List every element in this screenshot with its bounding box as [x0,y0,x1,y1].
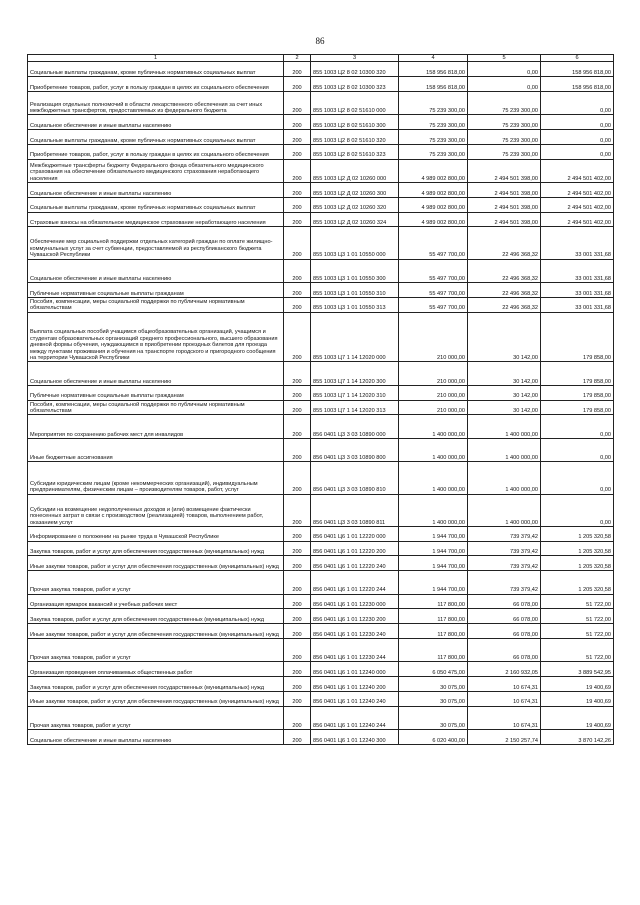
row-classification-code: 856 0401 Ц3 3 03 10890 811 [311,494,399,526]
table-row [28,400,614,415]
row-classification-code: 856 0401 Ц6 1 01 12220 200 [311,541,399,556]
row-executed-amount: 1 400 000,00 [468,415,541,439]
table-body [28,62,614,745]
row-name: Социальные выплаты гражданам, кроме публичных нормативных социальных выплат [28,62,284,77]
row-remaining-amount: 179 858,00 [541,312,614,362]
header-col-4: 4 [399,55,468,62]
row-remaining-amount: 0,00 [541,415,614,439]
row-classification-code: 855 1003 Ц2 Д 02 10260 300 [311,183,399,198]
table-row [28,77,614,92]
row-name: Прочая закупка товаров, работ и услуг [28,571,284,595]
row-line-code: 200 [284,144,311,159]
row-approved-amount: 55 497 700,00 [399,259,468,283]
row-name: Пособия, компенсации, меры социальной поддержки по публичным нормативным обязательствам [28,297,284,312]
row-remaining-amount: 33 001 331,68 [541,283,614,298]
page-number: 86 [315,36,325,46]
table-row [28,312,614,362]
row-approved-amount: 1 944 700,00 [399,571,468,595]
row-approved-amount: 1 400 000,00 [399,415,468,439]
header-col-1: 1 [28,55,284,62]
row-line-code: 200 [284,283,311,298]
row-executed-amount: 66 078,00 [468,638,541,662]
row-line-code: 200 [284,62,311,77]
table-row [28,624,614,639]
row-approved-amount: 75 239 300,00 [399,130,468,145]
row-classification-code: 855 1003 Ц7 1 14 12020 310 [311,385,399,400]
row-line-code: 200 [284,259,311,283]
table-row [28,594,614,609]
row-name: Субсидии на возмещение недополученных доходов и (или) возмещение фактически понесенных затрат в связи с производством (реализацией) товаров, выполнением работ, оказанием услуг [28,494,284,526]
row-executed-amount: 2 494 501 398,00 [468,197,541,212]
row-classification-code: 856 0401 Ц3 3 03 10890 000 [311,415,399,439]
table-row [28,159,614,183]
row-remaining-amount: 3 870 142,26 [541,730,614,745]
row-remaining-amount: 0,00 [541,462,614,494]
row-approved-amount: 1 944 700,00 [399,526,468,541]
row-name: Социальное обеспечение и иные выплаты населению [28,183,284,198]
row-line-code: 200 [284,494,311,526]
row-approved-amount: 75 239 300,00 [399,115,468,130]
row-classification-code: 856 0401 Ц6 1 01 12230 200 [311,609,399,624]
row-line-code: 200 [284,297,311,312]
header-col-5: 5 [468,55,541,62]
row-remaining-amount: 51 722,00 [541,609,614,624]
row-approved-amount: 210 000,00 [399,362,468,386]
row-line-code: 200 [284,730,311,745]
row-approved-amount: 158 956 818,00 [399,62,468,77]
row-approved-amount: 117 800,00 [399,594,468,609]
row-executed-amount: 10 674,31 [468,691,541,706]
row-remaining-amount: 2 494 501 402,00 [541,197,614,212]
row-line-code: 200 [284,594,311,609]
row-line-code: 200 [284,212,311,227]
table-row [28,556,614,571]
row-name: Закупка товаров, работ и услуг для обеспечения государственных (муниципальных) нужд [28,677,284,692]
row-remaining-amount: 51 722,00 [541,624,614,639]
row-remaining-amount: 179 858,00 [541,400,614,415]
row-name: Социальные выплаты гражданам, кроме публичных нормативных социальных выплат [28,130,284,145]
row-name: Приобретение товаров, работ, услуг в пользу граждан в целях их социального обеспечения [28,77,284,92]
row-name: Иные бюджетные ассигнования [28,438,284,462]
table-row [28,362,614,386]
row-approved-amount: 6 050 475,00 [399,662,468,677]
row-executed-amount: 739 379,42 [468,556,541,571]
row-executed-amount: 1 400 000,00 [468,494,541,526]
row-classification-code: 855 1003 Ц3 1 01 10550 300 [311,259,399,283]
table-row [28,385,614,400]
row-remaining-amount: 0,00 [541,130,614,145]
row-line-code: 200 [284,691,311,706]
row-line-code: 200 [284,526,311,541]
row-executed-amount: 1 400 000,00 [468,462,541,494]
row-line-code: 200 [284,159,311,183]
row-classification-code: 855 1003 Ц2 8 02 10300 320 [311,62,399,77]
table-row [28,115,614,130]
row-approved-amount: 1 400 000,00 [399,462,468,494]
table-row [28,62,614,77]
row-executed-amount: 75 239 300,00 [468,91,541,115]
row-classification-code: 856 0401 Ц6 1 01 12220 240 [311,556,399,571]
row-executed-amount: 30 142,00 [468,385,541,400]
row-classification-code: 855 1003 Ц2 Д 02 10260 324 [311,212,399,227]
row-classification-code: 856 0401 Ц6 1 01 12240 300 [311,730,399,745]
row-name: Прочая закупка товаров, работ и услуг [28,706,284,730]
row-approved-amount: 55 497 700,00 [399,297,468,312]
row-name: Иные закупки товаров, работ и услуг для обеспечения государственных (муниципальных) нужд [28,624,284,639]
table-row [28,541,614,556]
row-line-code: 200 [284,227,311,259]
row-name: Закупка товаров, работ и услуг для обеспечения государственных (муниципальных) нужд [28,609,284,624]
table-row [28,638,614,662]
row-line-code: 200 [284,677,311,692]
row-approved-amount: 4 989 002 800,00 [399,212,468,227]
row-approved-amount: 4 989 002 800,00 [399,183,468,198]
row-remaining-amount: 2 494 501 402,00 [541,159,614,183]
table-row [28,212,614,227]
table-row [28,677,614,692]
table-row [28,662,614,677]
row-remaining-amount: 33 001 331,68 [541,259,614,283]
row-executed-amount: 66 078,00 [468,609,541,624]
row-line-code: 200 [284,312,311,362]
row-executed-amount: 22 496 368,32 [468,227,541,259]
row-line-code: 200 [284,385,311,400]
row-name: Информирование о положении на рынке труда в Чувашской Республике [28,526,284,541]
table-row [28,130,614,145]
table-row [28,91,614,115]
row-executed-amount: 66 078,00 [468,624,541,639]
row-executed-amount: 22 496 368,32 [468,283,541,298]
row-classification-code: 855 1003 Ц7 1 14 12020 300 [311,362,399,386]
row-executed-amount: 1 400 000,00 [468,438,541,462]
row-name: Пособия, компенсации, меры социальной поддержки по публичным нормативным обязательствам [28,400,284,415]
header-col-6: 6 [541,55,614,62]
row-name: Страховые взносы на обязательное медицинское страхование неработающего населения [28,212,284,227]
row-name: Публичные нормативные социальные выплаты гражданам [28,385,284,400]
table-row [28,283,614,298]
row-approved-amount: 210 000,00 [399,312,468,362]
row-name: Социальное обеспечение и иные выплаты населению [28,362,284,386]
row-name: Социальные выплаты гражданам, кроме публичных нормативных социальных выплат [28,197,284,212]
row-remaining-amount: 1 205 320,58 [541,556,614,571]
row-line-code: 200 [284,130,311,145]
row-name: Иные закупки товаров, работ и услуг для обеспечения государственных (муниципальных) нужд [28,556,284,571]
row-remaining-amount: 0,00 [541,144,614,159]
table-row [28,730,614,745]
row-executed-amount: 0,00 [468,62,541,77]
row-executed-amount: 2 150 257,74 [468,730,541,745]
row-classification-code: 855 1003 Ц3 1 01 10550 313 [311,297,399,312]
row-executed-amount: 0,00 [468,77,541,92]
row-classification-code: 855 1003 Ц2 8 02 10300 323 [311,77,399,92]
row-remaining-amount: 19 400,69 [541,691,614,706]
table-row [28,462,614,494]
row-remaining-amount: 0,00 [541,494,614,526]
row-classification-code: 855 1003 Ц2 8 02 51610 323 [311,144,399,159]
row-approved-amount: 117 800,00 [399,624,468,639]
row-remaining-amount: 1 205 320,58 [541,541,614,556]
row-approved-amount: 55 497 700,00 [399,227,468,259]
row-name: Приобретение товаров, работ, услуг в пользу граждан в целях их социального обеспечения [28,144,284,159]
row-executed-amount: 10 674,31 [468,706,541,730]
row-executed-amount: 2 494 501 398,00 [468,159,541,183]
row-approved-amount: 30 075,00 [399,691,468,706]
row-classification-code: 856 0401 Ц3 3 03 10890 810 [311,462,399,494]
row-executed-amount: 739 379,42 [468,526,541,541]
row-remaining-amount: 1 205 320,58 [541,526,614,541]
row-approved-amount: 4 989 002 800,00 [399,159,468,183]
row-line-code: 200 [284,541,311,556]
header-row [28,55,614,62]
row-name: Субсидии юридическим лицам (кроме некоммерческих организаций), индивидуальным предпринимателям, физическим лицам – производителям товаров, работ, услуг [28,462,284,494]
row-executed-amount: 22 496 368,32 [468,259,541,283]
row-remaining-amount: 158 956 818,00 [541,62,614,77]
row-classification-code: 855 1003 Ц2 8 02 51610 300 [311,115,399,130]
row-line-code: 200 [284,77,311,92]
row-executed-amount: 66 078,00 [468,594,541,609]
row-classification-code: 855 1003 Ц2 8 02 51610 000 [311,91,399,115]
row-executed-amount: 30 142,00 [468,312,541,362]
header-col-2: 2 [284,55,311,62]
row-name: Реализация отдельных полномочий в области лекарственного обеспечения за счет иных межбюджетных трансфертов, предоставляемых из федерального бюджета [28,91,284,115]
row-approved-amount: 30 075,00 [399,677,468,692]
row-line-code: 200 [284,115,311,130]
table-row [28,197,614,212]
row-classification-code: 855 1003 Ц2 Д 02 10260 320 [311,197,399,212]
row-classification-code: 856 0401 Ц6 1 01 12240 244 [311,706,399,730]
row-line-code: 200 [284,624,311,639]
table-row [28,144,614,159]
row-name: Иные закупки товаров, работ и услуг для обеспечения государственных (муниципальных) нужд [28,691,284,706]
row-classification-code: 856 0401 Ц6 1 01 12240 240 [311,691,399,706]
table-row [28,526,614,541]
row-classification-code: 855 1003 Ц7 1 14 12020 313 [311,400,399,415]
row-line-code: 200 [284,197,311,212]
row-remaining-amount: 19 400,69 [541,677,614,692]
row-classification-code: 856 0401 Ц6 1 01 12240 000 [311,662,399,677]
row-remaining-amount: 19 400,69 [541,706,614,730]
row-line-code: 200 [284,609,311,624]
row-classification-code: 856 0401 Ц3 3 03 10890 800 [311,438,399,462]
row-name: Прочая закупка товаров, работ и услуг [28,638,284,662]
row-approved-amount: 117 800,00 [399,638,468,662]
row-line-code: 200 [284,462,311,494]
row-executed-amount: 2 494 501 398,00 [468,183,541,198]
row-remaining-amount: 2 494 501 402,00 [541,212,614,227]
row-executed-amount: 22 496 368,32 [468,297,541,312]
table-row [28,227,614,259]
row-executed-amount: 739 379,42 [468,571,541,595]
header-col-3: 3 [311,55,399,62]
row-line-code: 200 [284,400,311,415]
row-remaining-amount: 179 858,00 [541,362,614,386]
row-executed-amount: 739 379,42 [468,541,541,556]
row-classification-code: 855 1003 Ц3 1 01 10550 310 [311,283,399,298]
row-line-code: 200 [284,91,311,115]
row-remaining-amount: 2 494 501 402,00 [541,183,614,198]
row-name: Социальное обеспечение и иные выплаты населению [28,730,284,745]
row-remaining-amount: 33 001 331,68 [541,227,614,259]
row-name: Публичные нормативные социальные выплаты гражданам [28,283,284,298]
row-name: Социальное обеспечение и иные выплаты населению [28,259,284,283]
table-row [28,609,614,624]
row-remaining-amount: 179 858,00 [541,385,614,400]
row-line-code: 200 [284,706,311,730]
row-approved-amount: 55 497 700,00 [399,283,468,298]
table-row [28,183,614,198]
row-name: Организация ярмарок вакансий и учебных рабочих мест [28,594,284,609]
row-remaining-amount: 0,00 [541,115,614,130]
row-classification-code: 856 0401 Ц6 1 01 12220 000 [311,526,399,541]
row-approved-amount: 210 000,00 [399,400,468,415]
row-approved-amount: 4 989 002 800,00 [399,197,468,212]
row-name: Закупка товаров, работ и услуг для обеспечения государственных (муниципальных) нужд [28,541,284,556]
row-line-code: 200 [284,556,311,571]
row-remaining-amount: 158 956 818,00 [541,77,614,92]
table-row [28,297,614,312]
row-line-code: 200 [284,438,311,462]
row-approved-amount: 1 944 700,00 [399,556,468,571]
row-remaining-amount: 51 722,00 [541,638,614,662]
row-classification-code: 855 1003 Ц7 1 14 12020 000 [311,312,399,362]
row-approved-amount: 75 239 300,00 [399,144,468,159]
row-line-code: 200 [284,638,311,662]
row-approved-amount: 1 400 000,00 [399,494,468,526]
row-executed-amount: 30 142,00 [468,400,541,415]
row-classification-code: 855 1003 Ц2 Д 02 10260 000 [311,159,399,183]
table-row [28,494,614,526]
row-approved-amount: 1 400 000,00 [399,438,468,462]
row-executed-amount: 30 142,00 [468,362,541,386]
row-approved-amount: 117 800,00 [399,609,468,624]
row-approved-amount: 158 956 818,00 [399,77,468,92]
row-executed-amount: 75 239 300,00 [468,115,541,130]
row-line-code: 200 [284,571,311,595]
row-line-code: 200 [284,415,311,439]
row-remaining-amount: 1 205 320,58 [541,571,614,595]
row-approved-amount: 1 944 700,00 [399,541,468,556]
row-classification-code: 856 0401 Ц6 1 01 12220 244 [311,571,399,595]
row-remaining-amount: 33 001 331,68 [541,297,614,312]
table-row [28,415,614,439]
row-name: Межбюджетные трансферты бюджету Федерального фонда обязательного медицинского страхования на обеспечение обязательного медицинского страхования неработающего населения [28,159,284,183]
row-approved-amount: 30 075,00 [399,706,468,730]
row-classification-code: 855 1003 Ц3 1 01 10550 000 [311,227,399,259]
row-name: Мероприятия по сохранению рабочих мест для инвалидов [28,415,284,439]
table-row [28,259,614,283]
row-classification-code: 856 0401 Ц6 1 01 12230 000 [311,594,399,609]
row-approved-amount: 210 000,00 [399,385,468,400]
table-row [28,706,614,730]
row-line-code: 200 [284,362,311,386]
row-name: Выплата социальных пособий учащимся общеобразовательных организаций, учащимся и студентам образовательных организаций среднего профессионального, высшего образования дневной формы обучения, нуждающимся в приобретении проездных билетов для проезда между пунктами проживания и обучения на транспорте городского и пригородного сообщения на территории Чувашской Республики [28,312,284,362]
row-line-code: 200 [284,183,311,198]
row-remaining-amount: 0,00 [541,438,614,462]
row-name: Организация проведения оплачиваемых общественных работ [28,662,284,677]
row-classification-code: 856 0401 Ц6 1 01 12230 244 [311,638,399,662]
row-name: Социальное обеспечение и иные выплаты населению [28,115,284,130]
table-row [28,438,614,462]
row-remaining-amount: 0,00 [541,91,614,115]
row-approved-amount: 6 020 400,00 [399,730,468,745]
row-executed-amount: 10 674,31 [468,677,541,692]
budget-table [27,54,614,745]
row-executed-amount: 75 239 300,00 [468,144,541,159]
row-classification-code: 856 0401 Ц6 1 01 12230 240 [311,624,399,639]
table-row [28,691,614,706]
row-executed-amount: 75 239 300,00 [468,130,541,145]
row-remaining-amount: 3 889 542,95 [541,662,614,677]
row-name: Обеспечение мер социальной поддержки отдельных категорий граждан по оплате жилищно-коммунальных услуг за счет субвенции, предоставляемой из республиканского бюджета Чувашской Республики [28,227,284,259]
row-remaining-amount: 51 722,00 [541,594,614,609]
row-executed-amount: 2 160 932,05 [468,662,541,677]
row-classification-code: 856 0401 Ц6 1 01 12240 200 [311,677,399,692]
row-line-code: 200 [284,662,311,677]
row-executed-amount: 2 494 501 398,00 [468,212,541,227]
table-row [28,571,614,595]
row-approved-amount: 75 239 300,00 [399,91,468,115]
row-classification-code: 855 1003 Ц2 8 02 51610 320 [311,130,399,145]
